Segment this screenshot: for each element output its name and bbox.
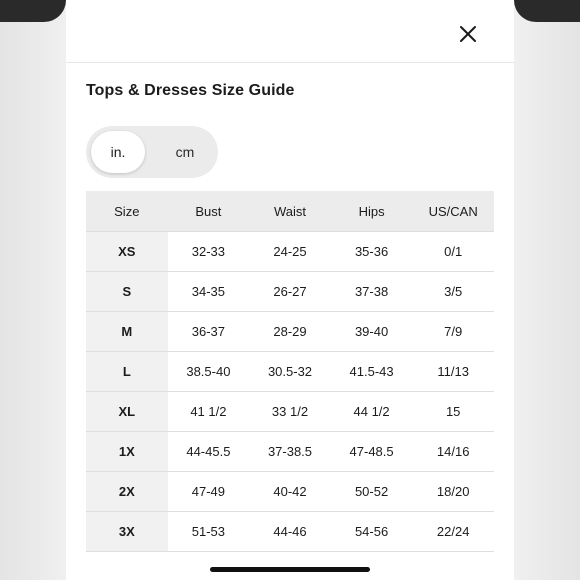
device-frame-left — [0, 0, 66, 580]
unit-option-inches[interactable]: in. — [91, 131, 145, 173]
bust-cell: 47-49 — [168, 472, 250, 512]
waist-cell: 30.5-32 — [249, 352, 331, 392]
size-table — [86, 191, 494, 552]
waist-cell: 28-29 — [249, 312, 331, 352]
us-can-cell: 15 — [412, 392, 494, 432]
table-row — [86, 392, 494, 432]
us-can-cell: 3/5 — [412, 272, 494, 312]
table-row — [86, 272, 494, 312]
waist-cell: 37-38.5 — [249, 432, 331, 472]
waist-cell: 26-27 — [249, 272, 331, 312]
hips-cell: 54-56 — [331, 512, 413, 552]
us-can-cell: 7/9 — [412, 312, 494, 352]
sheet-header — [66, 0, 514, 63]
column-header-hips: Hips — [331, 191, 413, 232]
us-can-cell: 18/20 — [412, 472, 494, 512]
column-header-size: Size — [86, 191, 168, 232]
table-row — [86, 352, 494, 392]
unit-option-cm[interactable]: cm — [175, 144, 195, 160]
bust-cell: 34-35 — [168, 272, 250, 312]
hips-cell: 37-38 — [331, 272, 413, 312]
device-frame-right — [514, 0, 580, 580]
table-row — [86, 232, 494, 272]
hips-cell: 39-40 — [331, 312, 413, 352]
us-can-cell: 22/24 — [412, 512, 494, 552]
home-indicator[interactable] — [210, 567, 370, 572]
page-title: Tops & Dresses Size Guide — [86, 82, 295, 99]
table-row — [86, 432, 494, 472]
close-icon — [456, 22, 480, 46]
waist-cell: 44-46 — [249, 512, 331, 552]
size-cell: M — [86, 312, 168, 352]
column-header-us-can: US/CAN — [412, 191, 494, 232]
table-row — [86, 512, 494, 552]
bust-cell: 36-37 — [168, 312, 250, 352]
us-can-cell: 0/1 — [412, 232, 494, 272]
bust-cell: 51-53 — [168, 512, 250, 552]
waist-cell: 33 1/2 — [249, 392, 331, 432]
bust-cell: 38.5-40 — [168, 352, 250, 392]
device-corner-right — [514, 0, 580, 22]
size-cell: 1X — [86, 432, 168, 472]
hips-cell: 47-48.5 — [331, 432, 413, 472]
table-row — [86, 312, 494, 352]
column-header-bust: Bust — [168, 191, 250, 232]
hips-cell: 44 1/2 — [331, 392, 413, 432]
hips-cell: 41.5-43 — [331, 352, 413, 392]
us-can-cell: 11/13 — [412, 352, 494, 392]
unit-toggle — [86, 126, 218, 178]
size-cell: XL — [86, 392, 168, 432]
waist-cell: 40-42 — [249, 472, 331, 512]
hips-cell: 50-52 — [331, 472, 413, 512]
size-cell: XS — [86, 232, 168, 272]
size-guide-sheet — [66, 0, 514, 580]
hips-cell: 35-36 — [331, 232, 413, 272]
size-cell: L — [86, 352, 168, 392]
us-can-cell: 14/16 — [412, 432, 494, 472]
close-button[interactable] — [456, 22, 480, 46]
table-header-row — [86, 191, 494, 232]
column-header-waist: Waist — [249, 191, 331, 232]
bust-cell: 32-33 — [168, 232, 250, 272]
table-row — [86, 472, 494, 512]
waist-cell: 24-25 — [249, 232, 331, 272]
size-cell: 2X — [86, 472, 168, 512]
bust-cell: 44-45.5 — [168, 432, 250, 472]
size-cell: 3X — [86, 512, 168, 552]
bust-cell: 41 1/2 — [168, 392, 250, 432]
size-cell: S — [86, 272, 168, 312]
